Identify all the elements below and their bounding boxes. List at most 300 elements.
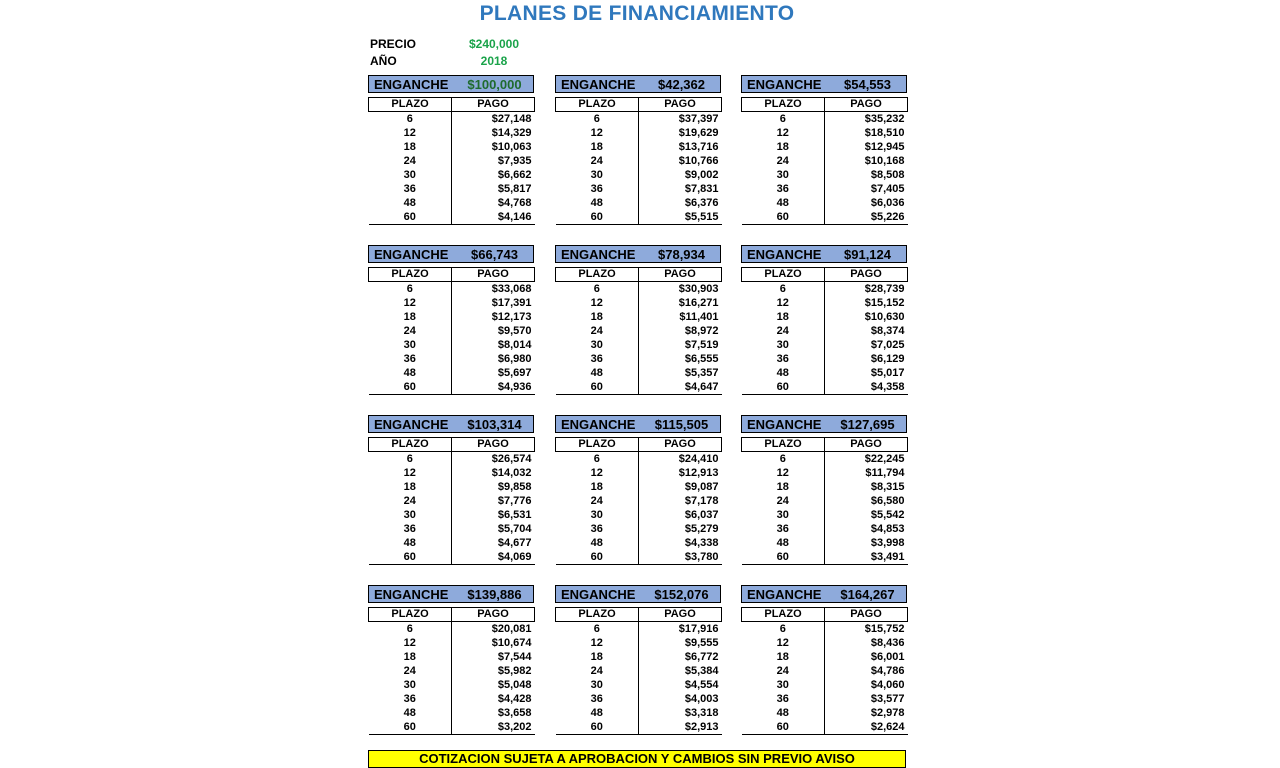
plazo-cell: 60 [556,210,639,225]
plazo-cell: 60 [369,210,452,225]
table-row [556,210,722,225]
table-row [369,720,535,735]
table-row [742,636,908,650]
table-row [742,366,908,380]
plazo-column-header: PLAZO [742,268,825,282]
pago-cell: $5,515 [639,210,722,225]
pago-cell: $11,794 [865,467,905,479]
plazo-column-header: PLAZO [369,268,452,282]
plazo-cell: 6 [369,622,452,637]
pago-column-header: PAGO [452,438,535,452]
pago-cell: $6,376 [684,197,719,209]
enganche-label: ENGANCHE [374,246,449,262]
table-row [369,536,535,550]
plan-block [368,245,534,395]
plazo-cell: 36 [742,692,825,706]
pago-cell: $5,982 [497,665,532,677]
plazo-cell: 24 [556,664,639,678]
table-row [369,154,535,168]
pago-cell: $26,574 [491,453,532,465]
plazo-cell: 18 [556,480,639,494]
pago-cell: $4,936 [452,380,535,395]
enganche-header [368,75,534,93]
pago-cell: $16,271 [678,297,719,309]
plazo-cell: 36 [556,692,639,706]
payment-table [555,607,722,735]
plazo-cell: 48 [556,196,639,210]
enganche-amount: $127,695 [840,416,895,432]
plazo-cell: 12 [556,636,639,650]
enganche-label: ENGANCHE [374,586,449,602]
plazo-cell: 30 [742,678,825,692]
plazo-cell: 48 [556,706,639,720]
plazo-cell: 48 [556,366,639,380]
plazo-cell: 18 [369,650,452,664]
plazo-cell: 30 [369,338,452,352]
enganche-amount: $139,886 [467,586,522,602]
enganche-label: ENGANCHE [747,246,822,262]
plazo-cell: 30 [556,338,639,352]
pago-cell: $3,318 [684,707,719,719]
table-row [556,692,722,706]
pago-cell: $3,658 [497,707,532,719]
table-row [742,338,908,352]
plazo-column-header: PLAZO [742,98,825,112]
plazo-cell: 60 [556,550,639,565]
table-row [742,126,908,140]
plazo-cell: 24 [742,154,825,168]
pago-cell: $30,903 [678,283,719,295]
plan-block [741,245,907,395]
plazo-cell: 48 [369,366,452,380]
table-row [742,282,908,297]
plan-block [741,585,907,735]
table-row [369,140,535,154]
table-row [556,112,722,127]
table-row [556,622,722,637]
pago-cell: $6,772 [684,651,719,663]
pago-cell: $10,674 [491,637,532,649]
plazo-cell: 36 [369,352,452,366]
table-row [556,522,722,536]
enganche-amount: $54,553 [844,76,891,92]
table-row [742,692,908,706]
table-row [742,466,908,480]
pago-cell: $8,374 [870,325,905,337]
pago-cell: $4,069 [452,550,535,565]
pago-cell: $7,935 [497,155,532,167]
table-row [369,324,535,338]
enganche-header [368,415,534,433]
plazo-cell: 60 [369,720,452,735]
enganche-header [555,245,721,263]
pago-cell: $4,853 [870,523,905,535]
pago-column-header: PAGO [825,98,908,112]
pago-cell: $33,068 [491,283,532,295]
table-row [742,536,908,550]
plazo-cell: 48 [742,366,825,380]
table-row [556,466,722,480]
enganche-header [368,585,534,603]
plazo-cell: 12 [742,636,825,650]
pago-cell: $28,739 [864,283,905,295]
plazo-cell: 36 [556,352,639,366]
plazo-cell: 6 [556,622,639,637]
pago-cell: $22,245 [864,453,905,465]
table-row [369,380,535,395]
enganche-amount: $78,934 [658,246,705,262]
pago-cell: $5,697 [497,367,532,379]
payment-table [555,97,722,225]
enganche-label: ENGANCHE [747,76,822,92]
enganche-amount: $152,076 [654,586,709,602]
pago-cell: $2,913 [639,720,722,735]
table-row [369,706,535,720]
table-row [556,706,722,720]
plazo-cell: 30 [369,168,452,182]
plazo-cell: 18 [742,140,825,154]
table-row [556,380,722,395]
table-row [556,310,722,324]
plazo-column-header: PLAZO [742,608,825,622]
table-row [742,168,908,182]
plazo-cell: 36 [742,352,825,366]
plazo-cell: 18 [742,480,825,494]
pago-column-header: PAGO [452,98,535,112]
pago-cell: $18,510 [864,127,905,139]
table-row [742,310,908,324]
enganche-label: ENGANCHE [374,76,449,92]
pago-cell: $9,087 [684,481,719,493]
plan-block [555,415,721,565]
pago-cell: $27,148 [491,113,532,125]
enganche-amount: $164,267 [840,586,895,602]
table-row [742,452,908,467]
pago-cell: $37,397 [678,113,719,125]
table-row [556,366,722,380]
enganche-label: ENGANCHE [561,586,636,602]
table-row [369,352,535,366]
pago-cell: $7,776 [497,495,532,507]
pago-cell: $3,202 [452,720,535,735]
pago-cell: $15,752 [864,623,905,635]
table-row [369,168,535,182]
plan-block [555,585,721,735]
plazo-cell: 6 [369,452,452,467]
pago-column-header: PAGO [825,438,908,452]
pago-cell: $12,913 [678,467,719,479]
plan-block [368,585,534,735]
plazo-cell: 18 [742,650,825,664]
enganche-header [741,75,907,93]
pago-cell: $12,945 [864,141,905,153]
enganche-header [555,585,721,603]
plazo-cell: 60 [742,210,825,225]
pago-cell: $12,173 [491,311,532,323]
pago-cell: $4,554 [684,679,719,691]
page-title: PLANES DE FINANCIAMIENTO [479,2,795,25]
plazo-cell: 18 [369,480,452,494]
plazo-cell: 12 [556,296,639,310]
pago-column-header: PAGO [639,608,722,622]
table-row [556,352,722,366]
pago-cell: $3,577 [870,693,905,705]
table-row [369,210,535,225]
table-row [742,720,908,735]
plan-block [555,75,721,225]
plazo-cell: 36 [742,522,825,536]
pago-cell: $7,025 [870,339,905,351]
payment-table [741,267,908,395]
plazo-cell: 60 [556,380,639,395]
plazo-cell: 12 [369,466,452,480]
pago-cell: $2,978 [870,707,905,719]
table-row [369,522,535,536]
plazo-column-header: PLAZO [369,608,452,622]
plazo-column-header: PLAZO [556,438,639,452]
pago-cell: $2,624 [825,720,908,735]
plazo-cell: 60 [369,380,452,395]
payment-table [741,607,908,735]
pago-cell: $8,315 [870,481,905,493]
plazo-cell: 30 [369,508,452,522]
pago-cell: $35,232 [864,113,905,125]
pago-cell: $14,032 [491,467,532,479]
table-row [369,366,535,380]
enganche-header [368,245,534,263]
plan-block [741,415,907,565]
table-row [742,196,908,210]
plazo-cell: 24 [556,324,639,338]
pago-column-header: PAGO [452,608,535,622]
enganche-label: ENGANCHE [747,586,822,602]
plazo-cell: 18 [556,310,639,324]
plazo-cell: 30 [742,338,825,352]
pago-cell: $4,647 [639,380,722,395]
pago-cell: $4,338 [684,537,719,549]
enganche-header [555,415,721,433]
pago-column-header: PAGO [825,608,908,622]
table-row [369,508,535,522]
pago-cell: $10,630 [864,311,905,323]
plazo-cell: 24 [742,494,825,508]
pago-cell: $6,555 [684,353,719,365]
plazo-cell: 30 [742,168,825,182]
table-row [369,452,535,467]
table-row [369,112,535,127]
plazo-cell: 6 [742,622,825,637]
enganche-amount: $115,505 [654,416,709,432]
pago-cell: $10,766 [678,155,719,167]
table-row [742,140,908,154]
plazo-cell: 48 [742,196,825,210]
plazo-cell: 36 [556,182,639,196]
plazo-column-header: PLAZO [556,98,639,112]
anio-value: 2018 [480,54,508,68]
pago-cell: $24,410 [678,453,719,465]
table-row [556,678,722,692]
pago-cell: $4,768 [497,197,532,209]
enganche-amount: $42,362 [658,76,705,92]
payment-table [368,437,535,565]
table-row [742,380,908,395]
plazo-cell: 6 [556,282,639,297]
plazo-cell: 30 [556,168,639,182]
plazo-cell: 18 [369,140,452,154]
table-row [556,536,722,550]
pago-cell: $6,662 [497,169,532,181]
table-row [556,494,722,508]
disclaimer-banner: COTIZACION SUJETA A APROBACION Y CAMBIOS SIN PREVIO AVISO [368,750,906,768]
pago-cell: $3,998 [870,537,905,549]
plazo-cell: 30 [556,508,639,522]
plazo-cell: 24 [369,664,452,678]
plazo-cell: 36 [742,182,825,196]
pago-cell: $3,780 [639,550,722,565]
table-row [556,296,722,310]
plan-block [368,75,534,225]
payment-table [368,97,535,225]
pago-cell: $6,580 [870,495,905,507]
table-row [556,338,722,352]
table-row [742,522,908,536]
pago-cell: $4,677 [497,537,532,549]
pago-cell: $7,178 [684,495,719,507]
table-row [369,494,535,508]
plazo-cell: 6 [556,452,639,467]
pago-cell: $13,716 [678,141,719,153]
pago-cell: $6,129 [870,353,905,365]
plazo-cell: 30 [742,508,825,522]
pago-cell: $7,544 [497,651,532,663]
plazo-cell: 60 [556,720,639,735]
pago-cell: $9,002 [684,169,719,181]
plazo-column-header: PLAZO [556,608,639,622]
plazo-cell: 24 [742,664,825,678]
table-row [742,678,908,692]
plazo-column-header: PLAZO [742,438,825,452]
table-row [742,494,908,508]
table-row [369,310,535,324]
table-row [369,678,535,692]
table-row [556,140,722,154]
plazo-cell: 18 [742,310,825,324]
pago-cell: $3,491 [825,550,908,565]
table-row [556,126,722,140]
payment-table [368,267,535,395]
pago-cell: $5,817 [497,183,532,195]
plazo-cell: 18 [556,650,639,664]
plan-block [368,415,534,565]
pago-column-header: PAGO [639,268,722,282]
pago-cell: $9,555 [684,637,719,649]
plazo-cell: 6 [742,452,825,467]
enganche-label: ENGANCHE [561,76,636,92]
enganche-header [741,415,907,433]
enganche-label: ENGANCHE [561,246,636,262]
pago-cell: $5,048 [497,679,532,691]
table-row [742,154,908,168]
plazo-column-header: PLAZO [369,438,452,452]
table-row [742,622,908,637]
table-row [556,196,722,210]
plazo-cell: 24 [369,494,452,508]
pago-cell: $17,916 [678,623,719,635]
enganche-label: ENGANCHE [374,416,449,432]
pago-cell: $8,436 [870,637,905,649]
table-row [369,182,535,196]
pago-cell: $5,279 [684,523,719,535]
plazo-cell: 12 [369,296,452,310]
plazo-cell: 12 [369,636,452,650]
table-row [742,664,908,678]
pago-column-header: PAGO [639,438,722,452]
anio-label: AÑO [370,54,397,68]
plazo-cell: 36 [556,522,639,536]
table-row [742,112,908,127]
enganche-header [555,75,721,93]
table-row [556,480,722,494]
table-row [369,338,535,352]
table-row [556,550,722,565]
pago-cell: $4,428 [497,693,532,705]
pago-column-header: PAGO [825,268,908,282]
plazo-cell: 24 [369,154,452,168]
pago-cell: $7,831 [684,183,719,195]
enganche-amount: $66,743 [471,246,518,262]
pago-cell: $14,329 [491,127,532,139]
table-row [742,352,908,366]
table-row [369,282,535,297]
table-row [369,550,535,565]
pago-cell: $6,001 [870,651,905,663]
plazo-cell: 48 [556,536,639,550]
enganche-label: ENGANCHE [561,416,636,432]
table-row [556,324,722,338]
precio-label: PRECIO [370,37,417,51]
payment-table [368,607,535,735]
table-row [742,324,908,338]
pago-cell: $6,037 [684,509,719,521]
pago-cell: $8,508 [870,169,905,181]
payment-table [741,437,908,565]
plazo-cell: 24 [556,154,639,168]
plazo-cell: 6 [369,282,452,297]
enganche-amount: $103,314 [467,416,522,432]
pago-cell: $10,168 [864,155,905,167]
pago-cell: $4,786 [870,665,905,677]
pago-cell: $7,405 [870,183,905,195]
pago-cell: $9,570 [497,325,532,337]
enganche-label: ENGANCHE [747,416,822,432]
enganche-amount: $100,000 [467,76,522,92]
plazo-cell: 60 [369,550,452,565]
table-row [742,182,908,196]
pago-cell: $5,226 [825,210,908,225]
table-row [369,622,535,637]
plazo-cell: 48 [742,536,825,550]
plazo-cell: 6 [742,282,825,297]
pago-cell: $4,003 [684,693,719,705]
pago-cell: $5,384 [684,665,719,677]
plazo-cell: 36 [369,182,452,196]
pago-cell: $5,017 [870,367,905,379]
pago-cell: $4,358 [825,380,908,395]
table-row [742,550,908,565]
pago-cell: $5,357 [684,367,719,379]
pago-cell: $19,629 [678,127,719,139]
table-row [369,196,535,210]
